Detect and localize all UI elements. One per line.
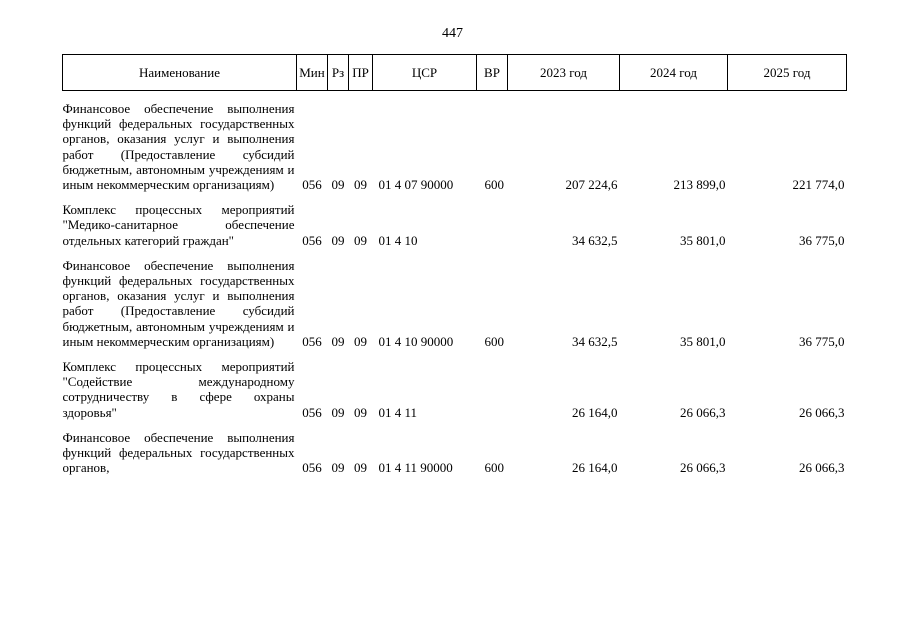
row-rz: 09 xyxy=(331,177,345,193)
row-name: Комплекс процессных мероприятий "Медико-санитарное обеспечение отдельных категорий граждан" xyxy=(62,202,295,248)
row-pr: 09 xyxy=(354,460,367,476)
header-min: Мин xyxy=(297,55,328,91)
table-row xyxy=(63,430,847,476)
row-2025: 36 775,0 xyxy=(799,232,845,248)
row-2025: 36 775,0 xyxy=(799,333,845,349)
row-pr: 09 xyxy=(354,404,367,420)
row-rz: 09 xyxy=(331,404,345,420)
row-pr: 09 xyxy=(354,232,367,248)
spacer-row xyxy=(63,420,847,430)
row-2025: 221 774,0 xyxy=(792,177,845,193)
row-2023: 26 164,0 xyxy=(572,404,618,420)
row-csr: 01 4 10 90000 xyxy=(378,333,454,349)
header-csr: ЦСР xyxy=(373,55,477,91)
header-2025: 2025 год xyxy=(728,55,847,91)
row-rz: 09 xyxy=(331,460,345,476)
row-2023: 26 164,0 xyxy=(572,460,618,476)
row-2023: 34 632,5 xyxy=(572,333,618,349)
spacer-row xyxy=(63,349,847,359)
row-csr: 01 4 11 xyxy=(378,404,418,420)
header-row xyxy=(63,55,847,91)
row-2024: 213 899,0 xyxy=(673,177,726,193)
budget-table xyxy=(62,54,847,475)
row-vr: 600 xyxy=(484,177,504,193)
row-csr: 01 4 07 90000 xyxy=(378,177,454,193)
header-2024: 2024 год xyxy=(620,55,728,91)
row-2024: 26 066,3 xyxy=(680,460,726,476)
row-vr xyxy=(477,359,508,420)
row-2025: 26 066,3 xyxy=(799,460,845,476)
table-row xyxy=(63,359,847,420)
row-2024: 35 801,0 xyxy=(680,333,726,349)
row-min: 056 xyxy=(302,460,322,476)
spacer-row xyxy=(63,192,847,202)
row-rz: 09 xyxy=(331,333,345,349)
table-row xyxy=(63,258,847,349)
row-rz: 09 xyxy=(331,232,345,248)
row-2025: 26 066,3 xyxy=(799,404,845,420)
row-pr: 09 xyxy=(354,177,367,193)
row-2024: 35 801,0 xyxy=(680,232,726,248)
header-name: Наименование xyxy=(63,55,297,91)
row-vr xyxy=(477,202,508,248)
header-rz: Рз xyxy=(328,55,349,91)
row-2023: 34 632,5 xyxy=(572,232,618,248)
row-min: 056 xyxy=(302,333,322,349)
row-name: Финансовое обеспечение выполнения функций федеральных государственных органов, xyxy=(62,429,295,476)
header-vr: ВР xyxy=(477,55,508,91)
row-name: Комплекс процессных мероприятий "Содействие международному сотрудничеству в сфере охраны здоровья" xyxy=(62,359,295,420)
row-pr: 09 xyxy=(354,333,367,349)
header-pr: ПР xyxy=(349,55,373,91)
spacer-row xyxy=(63,248,847,258)
page-number: 447 xyxy=(442,26,463,41)
row-name: Финансовое обеспечение выполнения функций федеральных государственных органов, оказания услуг и выполнения работ (Предоставление субсидий бюджетным, автономным учреждениям и иным некоммерческим организациям) xyxy=(62,257,295,349)
table-header xyxy=(63,55,847,91)
table-body xyxy=(63,91,847,476)
row-vr: 600 xyxy=(484,460,504,476)
table-row xyxy=(63,202,847,248)
row-min: 056 xyxy=(302,404,322,420)
row-name: Финансовое обеспечение выполнения функций федеральных государственных органов, оказания услуг и выполнения работ (Предоставление субсидий бюджетным, автономным учреждениям и иным некоммерческим организациям) xyxy=(62,101,295,193)
row-2023: 207 224,6 xyxy=(565,177,618,193)
header-2023: 2023 год xyxy=(508,55,620,91)
spacer-row xyxy=(63,91,847,102)
row-2024: 26 066,3 xyxy=(680,404,726,420)
row-vr: 600 xyxy=(484,333,504,349)
table-row xyxy=(63,101,847,192)
row-min: 056 xyxy=(302,232,322,248)
row-min: 056 xyxy=(302,177,322,193)
row-csr: 01 4 11 90000 xyxy=(378,460,453,476)
row-csr: 01 4 10 xyxy=(378,232,418,248)
